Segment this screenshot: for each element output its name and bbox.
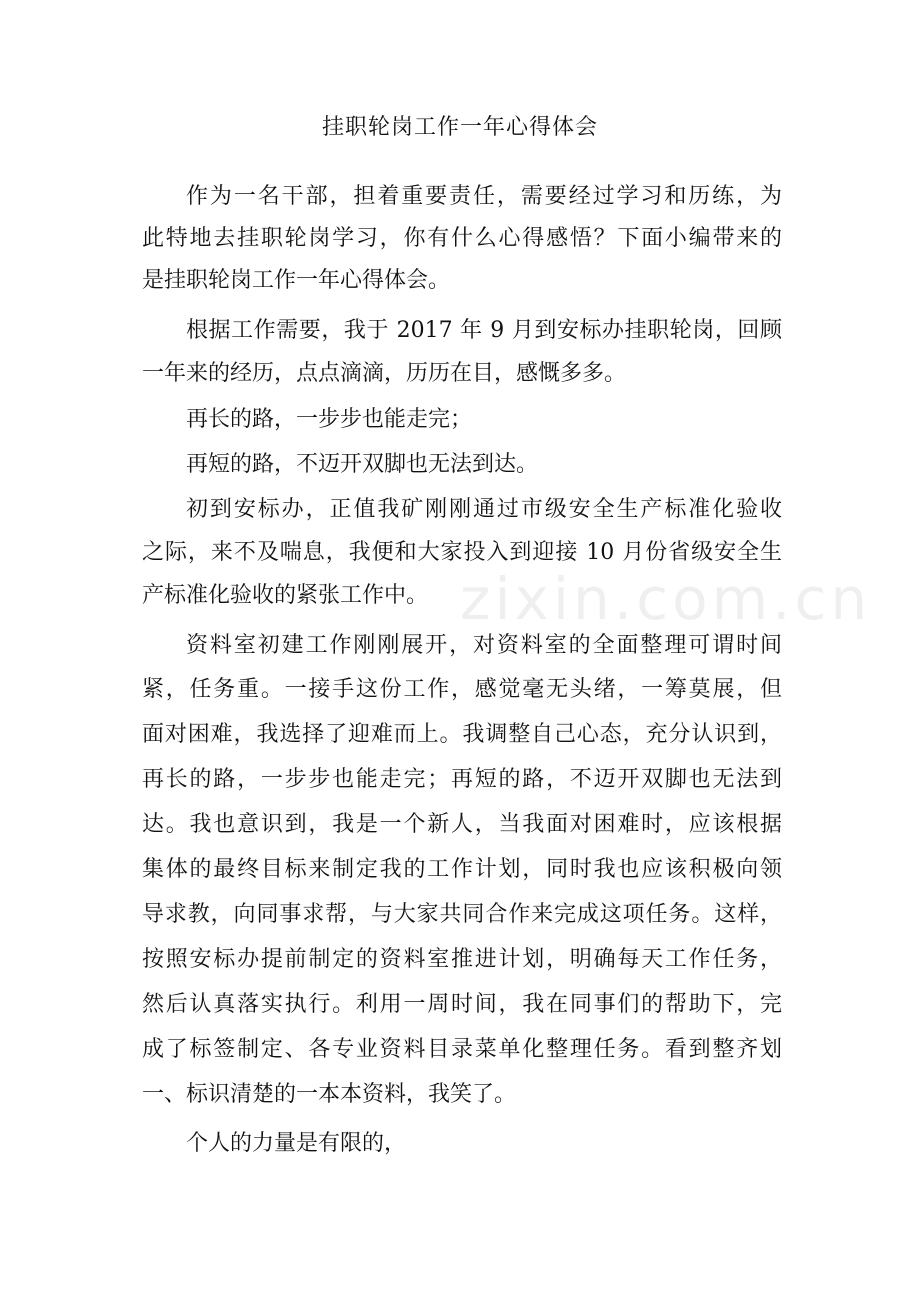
paragraph-line: 作为一名干部，担着重要责任，需要经过学习和历练，为 (186, 184, 782, 209)
paragraph-line: 再短的路，不迈开双脚也无法到达。 (186, 452, 539, 477)
paragraph-line: 成了标签制定、各专业资料目录菜单化整理任务。看到整齐划 (142, 1037, 782, 1062)
paragraph-line: 个人的力量是有限的， (186, 1131, 407, 1156)
paragraph-line: 再长的路，一步步也能走完；再短的路，不迈开双脚也无法到 (142, 767, 782, 792)
paragraph-line: 此特地去挂职轮岗学习，你有什么心得感悟？下面小编带来的 (142, 226, 782, 251)
paragraph-line: 按照安标办提前制定的资料室推进计划，明确每天工作任务， (142, 947, 782, 972)
paragraph-line: 根据工作需要，我于 2017 年 9 月到安标办挂职轮岗，回顾 (186, 318, 782, 343)
paragraph-line: 之际，来不及喘息，我便和大家投入到迎接 10 月份省级安全生 (142, 540, 782, 565)
paragraph-line: 资料室初建工作刚刚展开，对资料室的全面整理可谓时间 (186, 633, 782, 658)
paragraph-line: 一年来的经历，点点滴滴，历历在目，感慨多多。 (142, 361, 627, 386)
document-title: 挂职轮岗工作一年心得体会 (321, 115, 598, 140)
watermark: zixin.com.cn (460, 565, 872, 633)
paragraph-line: 紧，任务重。一接手这份工作，感觉毫无头绪，一筹莫展，但 (142, 677, 782, 702)
paragraph-line: 集体的最终目标来制定我的工作计划，同时我也应该积极向领 (142, 857, 782, 882)
paragraph-line: 是挂职轮岗工作一年心得体会。 (142, 268, 451, 293)
paragraph-line: 面对困难，我选择了迎难而上。我调整自己心态，充分认识到， (142, 722, 782, 747)
paragraph-line: 初到安标办，正值我矿刚刚通过市级安全生产标准化验收 (186, 497, 782, 522)
paragraph-line: 再长的路，一步步也能走完； (186, 407, 473, 432)
paragraph-line: 导求教，向同事求帮，与大家共同合作来完成这项任务。这样， (142, 902, 782, 927)
paragraph-line: 产标准化验收的紧张工作中。 (142, 583, 429, 608)
paragraph-line: 然后认真落实执行。利用一周时间，我在同事们的帮助下，完 (142, 992, 782, 1017)
paragraph-line: 一、标识清楚的一本本资料，我笑了。 (142, 1082, 517, 1107)
paragraph-line: 达。我也意识到，我是一个新人，当我面对困难时，应该根据 (142, 812, 782, 837)
